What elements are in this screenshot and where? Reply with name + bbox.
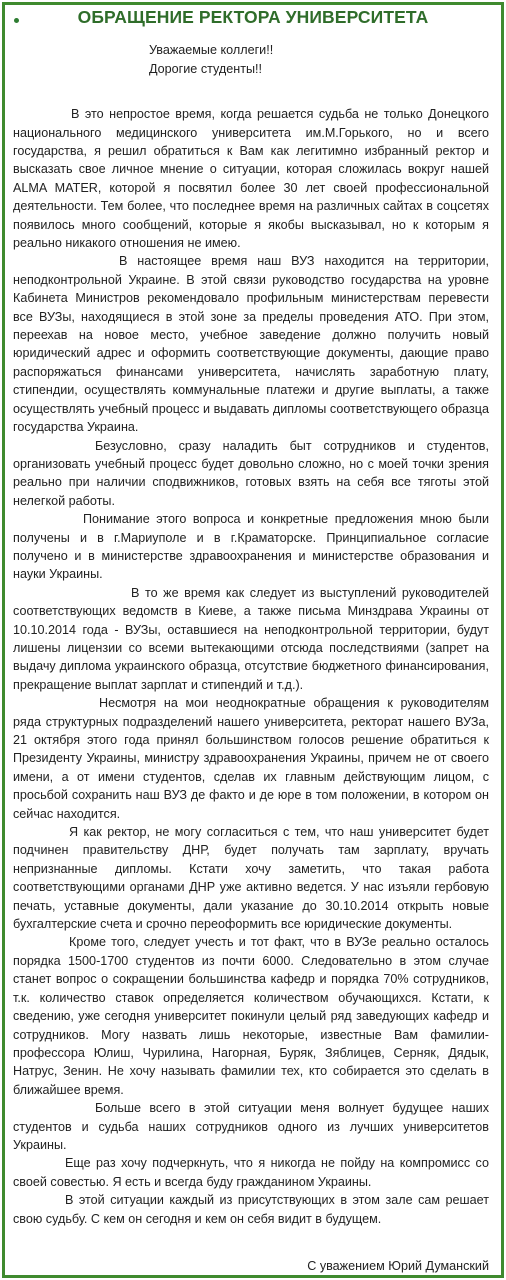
paragraph-1: В это непростое время, когда решается судьба не только Донецкого национального медицинского университета им.М.Горького, но и всего государства, я решил обратиться к Вам как легитимно избранный ректор и высказать свое личное мнение о ситуации, которая сложилась вокруг нашей ALMA MATER, которой я посвятил более 30 лет своей профессиональной деятельности. Тем более, что последнее время на различных сайтах в соцсетях появилось много сообщений, которые я якобы высказывал, но к которым я реально никакого отношения не имею.	[13, 107, 489, 251]
greeting-colleagues: Уважаемые коллеги!!	[149, 43, 274, 57]
paragraph-2: В настоящее время наш ВУЗ находится на территории, неподконтрольной Украине. В этой связи руководство государства на уровне Кабинета Министров рекомендовало профильным министерствам перевести все ВУЗы, находящиеся в этой зоне за пределы проведения АТО. При этом, переехав на новое место, учебное заведение должно получить новый юридический адрес и оформить соответствующие документы, дающие право распоряжаться финансами университета, начислять заработную плату, стипендии, осуществлять коммунальные платежи и другие выплаты, а также осуществлять учебный процесс и выдавать дипломы соответствующего образца государства Украина.	[13, 254, 489, 435]
page-title: ОБРАЩЕНИЕ РЕКТОРА УНИВЕРСИТЕТА	[77, 7, 429, 27]
signature: С уважением Юрий Думанский	[307, 1258, 489, 1273]
paragraph-7: Я как ректор, не могу согласиться с тем, что наш университет будет подчинен правительству ДНР, будет получать там зарплату, вручать непризнанные дипломы. Кстати хочу заметить, что такая работа соответствующими органами ДНР уже активно ведется. У нас изъяли гербовую печать, уставные документы, дали указание до 30.10.2014 открыть новые бухгалтерские счета и срочно переоформить все юридические документы.	[13, 825, 489, 932]
paragraph-5: В то же время как следует из выступлений руководителей соответствующих ведомств в Киеве, а также письма Минздрава Украины от 10.10.2014 года - ВУЗы, оставшиеся на неподконтрольной территории, будут лишены лицензии со всеми вытекающими отсюда последствиями (запрет на выдачу диплома украинского образца, отсутствие бюджетного финансирования, прекращение выплат зарплат и стипендий и т.д.).	[13, 585, 489, 692]
paragraph-8: Кроме того, следует учесть и тот факт, что в ВУЗе реально осталось порядка 1500-1700 студентов из почти 6000. Следовательно в этом случае станет вопрос о сокращении большинства кафедр и порядка 70% сотрудников, т.к. количество ставок определяется количеством обучающихся. Кстати, к сведению, уже сегодня университет покинули целый ряд заведующих кафедр и сотрудников. Могу назвать лишь некоторые, известные Вам фамилии- профессора Юлиш, Чурилина, Нагорная, Буряк, Зяблицев, Серняк, Дядык, Натрус, Зенин. Не хочу называть фамилии тех, кто собирается это сделать в ближайшее время.	[13, 935, 489, 1097]
letter-frame	[2, 2, 504, 1278]
greeting	[13, 41, 489, 78]
paragraph-6: Несмотря на мои неоднократные обращения к руководителям ряда структурных подразделений нашего университета, ректорат нашего ВУЗа, 21 октября этого года принял большинством голосов решение обратиться к Президенту Украины, министру здравоохранения Украины, причем не от своего имени, а от имени студентов, сделав их главным действующим лицом, с просьбой сохранить наш ВУЗ де факто и де юре в том положении, в котором он сейчас находится.	[13, 696, 489, 821]
title-bar	[5, 5, 501, 29]
paragraph-9: Больше всего в этой ситуации меня волнует будущее наших студентов и судьба наших сотрудников одного из лучших университетов Украины.	[13, 1101, 489, 1152]
letter-body	[13, 31, 489, 1275]
greeting-students: Дорогие студенты!!	[149, 61, 263, 76]
paragraph-11: В этой ситуации каждый из присутствующих в этом зале сам решает свою судьбу. С кем он сегодня и кем он себя видит в будущем.	[13, 1193, 489, 1226]
paragraph-4: Понимание этого вопроса и конкретные предложения мною были получены и в г.Мариуполе и в г.Краматорске. Принципиальное согласие получено и в министерстве здравоохранения и министерстве образования и науки Украины.	[13, 512, 489, 582]
paragraph-3: Безусловно, сразу наладить быт сотрудников и студентов, организовать учебный процесс будет довольно сложно, но с моей точки зрения реально при наличии сподвижников, готовых взять на себя все тяготы этой нелегкой работы.	[13, 438, 489, 508]
paragraph-10: Еще раз хочу подчеркнуть, что я никогда не пойду на компромисс со своей совестью. Я есть и всегда буду гражданином Украины.	[13, 1156, 489, 1189]
